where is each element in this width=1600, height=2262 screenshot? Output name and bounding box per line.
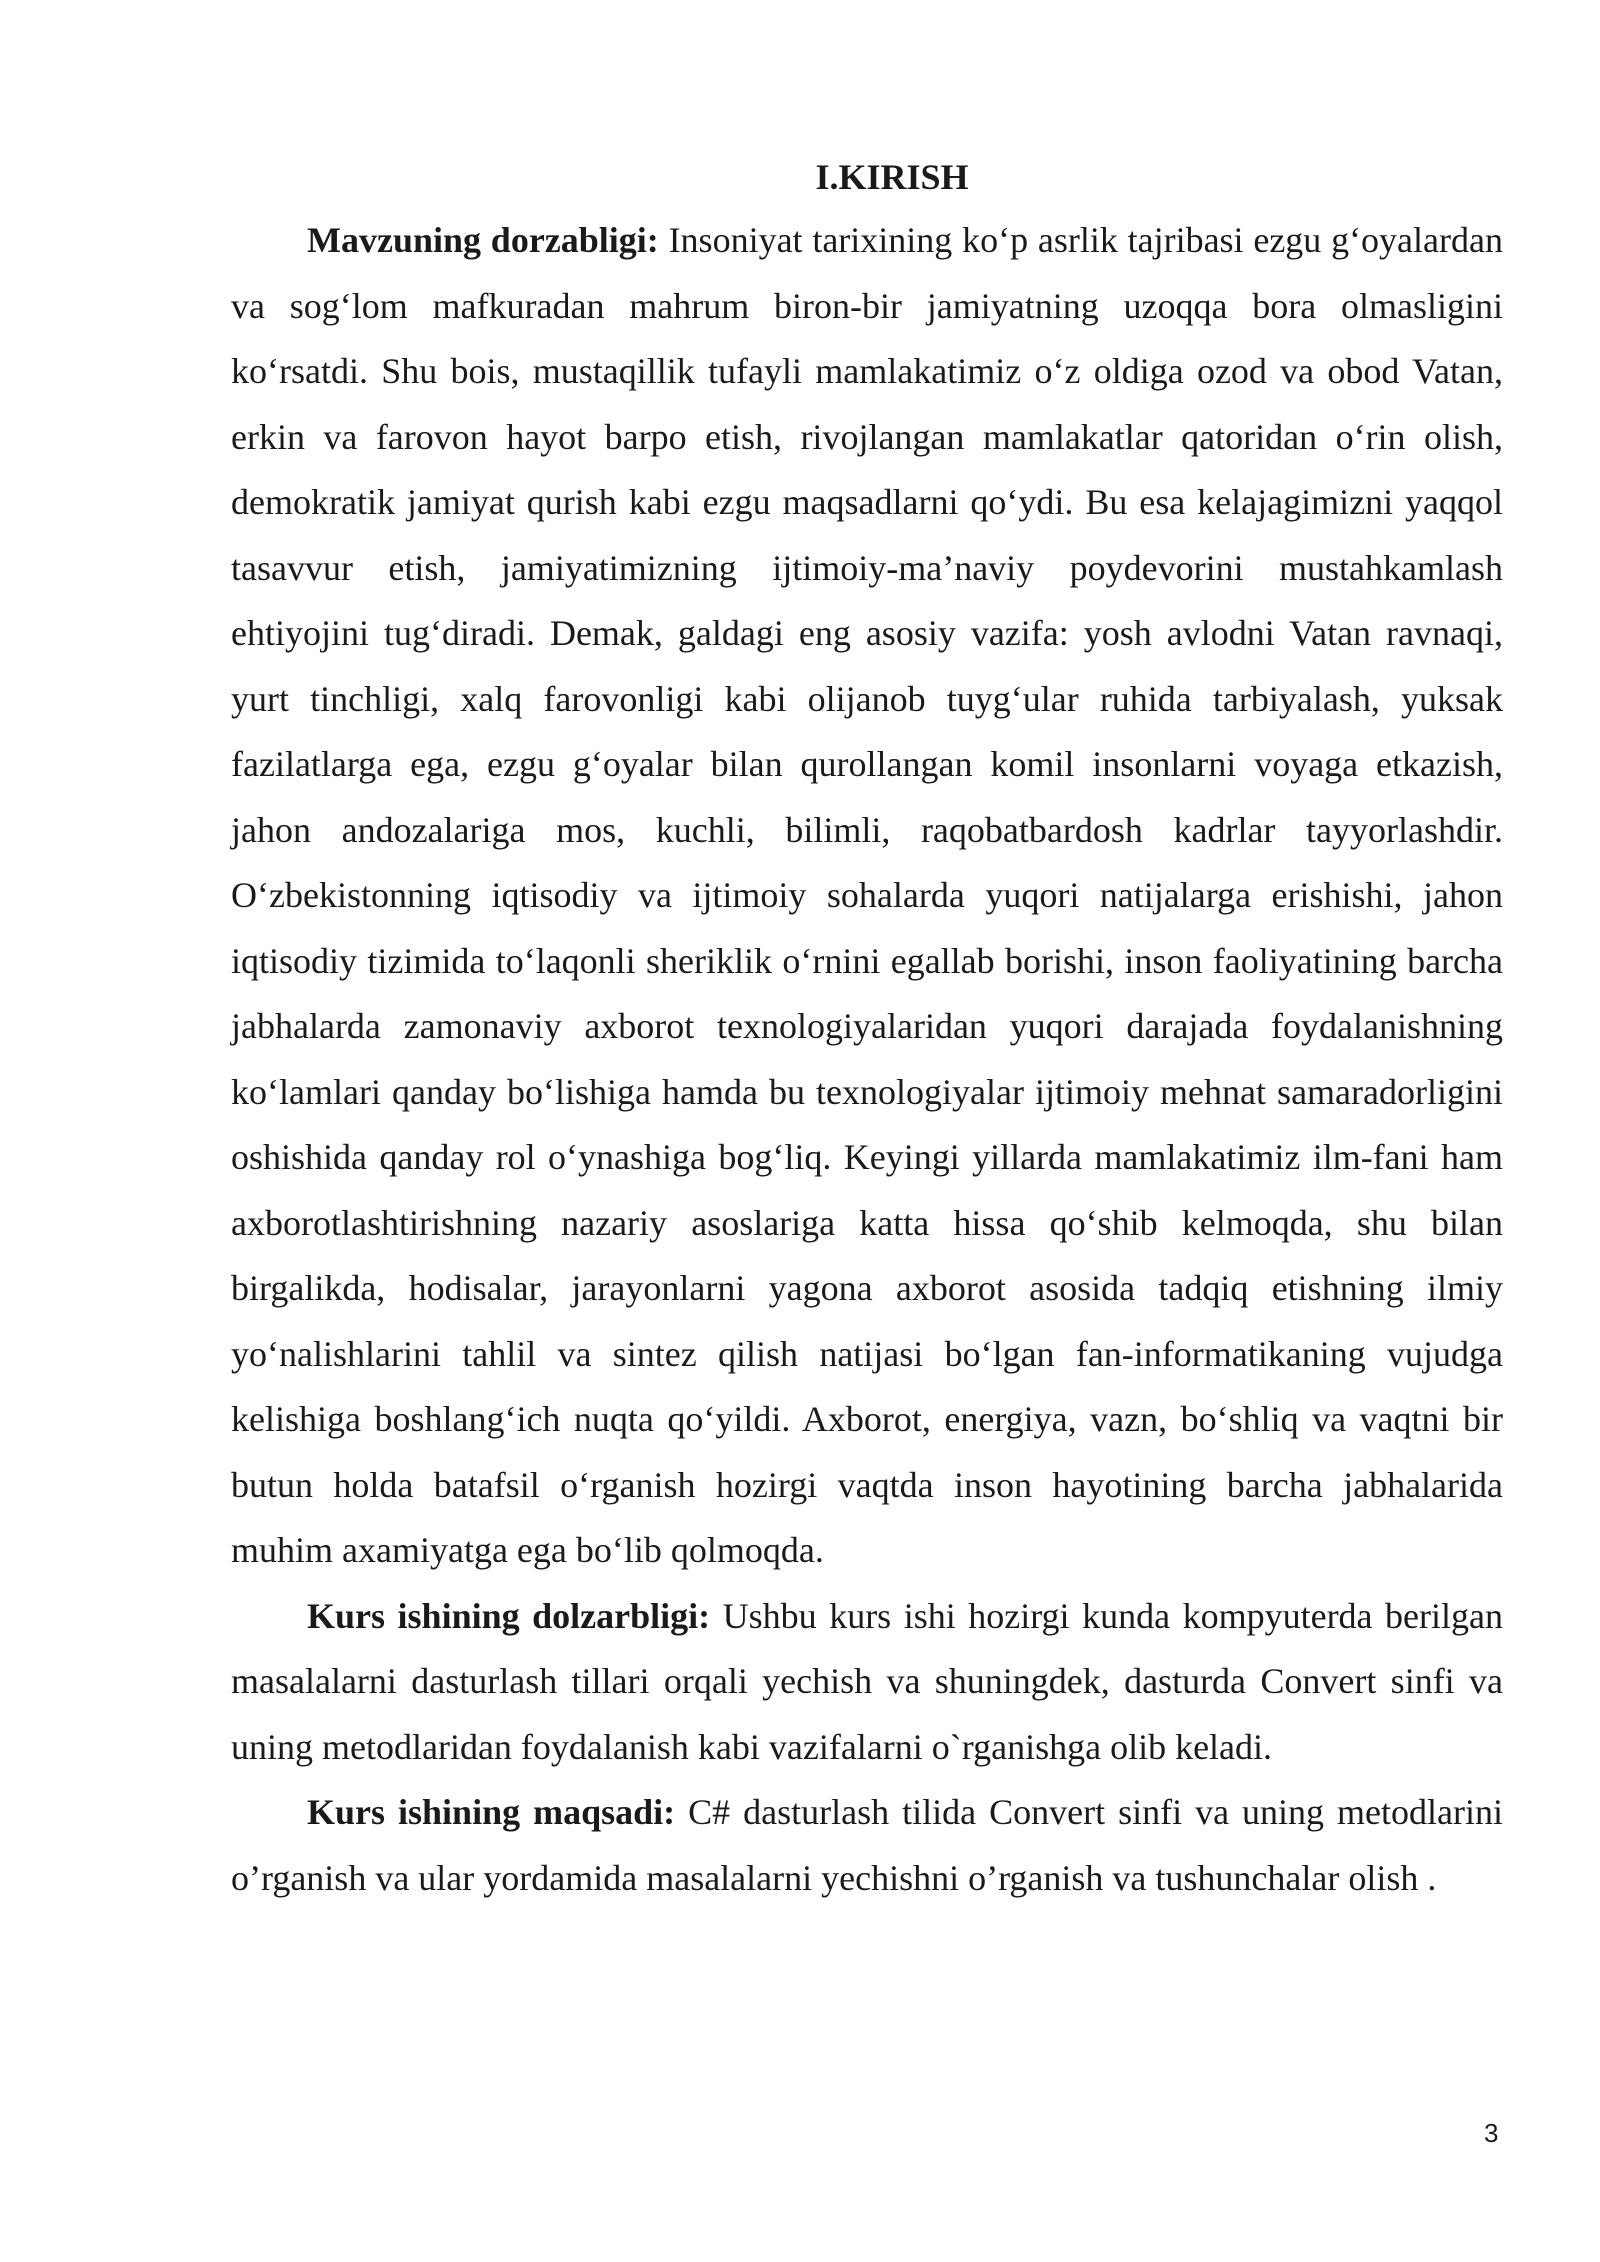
paragraph-text: Insoniyat tarixining ko‘p asrlik tajribasi ezgu g‘oyalardan va sog‘lom mafkuradan mahrum biron-bir jamiyatning uzoqqa bora olmasligini ko‘rsatdi. Shu bois, mustaqillik tufayli mamlakatimiz o‘z oldiga ozod va obod Vatan, erkin va farovon hayot barpo etish, rivojlangan mamlakatlar qatoridan o‘rin olish, demokratik jamiyat qurish kabi ezgu maqsadlarni qo‘ydi. Bu esa kelajagimizni yaqqol tasavvur etish, jamiyatimizning ijtimoiy-ma’naviy poydevorini mustahkamlash ehtiyojini tug‘diradi. Demak, galdagi eng asosiy vazifa: yosh avlodni Vatan ravnaqi, yurt tinchligi, xalq farovonligi kabi olijanob tuyg‘ular ruhida tarbiyalash, yuksak fazilatlarga ega, ezgu g‘oyalar bilan qurollangan komil insonlarni voyaga etkazish, jahon andozalariga mos, kuchli, bilimli, raqobatbardosh kadrlar tayyorlashdir. O‘zbekistonning iqtisodiy va ijtimoiy sohalarda yuqori natijalarga erishishi, jahon iqtisodiy tizimida to‘laqonli sheriklik o‘rnini egallab borishi, inson faoliyatining barcha jabhalarda zamonaviy axborot texnologiyalaridan yuqori darajada foydalanishning ko‘lamlari qanday bo‘lishiga hamda bu texnologiyalar ijtimoiy mehnat samaradorligini oshishida qanday rol o‘ynashiga bog‘liq. Keyingi yillarda mamlakatimiz ilm-fani ham axborotlashtirishning nazariy asoslariga katta hissa qo‘shib kelmoqda, shu bilan birgalikda, hodisalar, jarayonlarni yagona axborot asosida tadqiq etishning ilmiy yo‘nalishlarini tahlil va sintez qilish natijasi bo‘lgan fan-informatikaning vujudga kelishiga boshlang‘ich nuqta qo‘yildi. Axborot, energiya, vazn, bo‘shliq va vaqtni bir butun holda batafsil o‘rganish hozirgi vaqtda inson hayotining barcha jabhalarida muhim axamiyatga ega bo‘lib qolmoqda. bbox=[231, 220, 1503, 1570]
paragraph-relevance-topic bbox=[231, 208, 1503, 1584]
paragraph-lead: Mavzuning dorzabligi: bbox=[307, 220, 659, 260]
paragraph-lead: Kurs ishining maqsadi: bbox=[307, 1792, 676, 1832]
paragraph-text: C# dasturlash tilida Convert sinfi va uning metodlarini o’rganish va ular yordamida masalalarni yechishni o’rganish va tushunchalar olish . bbox=[231, 1792, 1503, 1898]
paragraph-text: Ushbu kurs ishi hozirgi kunda kompyuterda berilgan masalalarni dasturlash tillari orqali yechish va shuningdek, dasturda Convert sinfi va uning metodlaridan foydalanish kabi vazifalarni o`rganishga olib keladi. bbox=[231, 1595, 1504, 1767]
paragraph-lead: Kurs ishining dolzarbligi: bbox=[307, 1595, 711, 1636]
paragraph-course-relevance bbox=[231, 1584, 1503, 1781]
page-content bbox=[231, 146, 1503, 1911]
page-number: 3 bbox=[1484, 2118, 1499, 2148]
paragraph-course-goal bbox=[231, 1780, 1503, 1911]
section-title: I.KIRISH bbox=[815, 157, 969, 197]
